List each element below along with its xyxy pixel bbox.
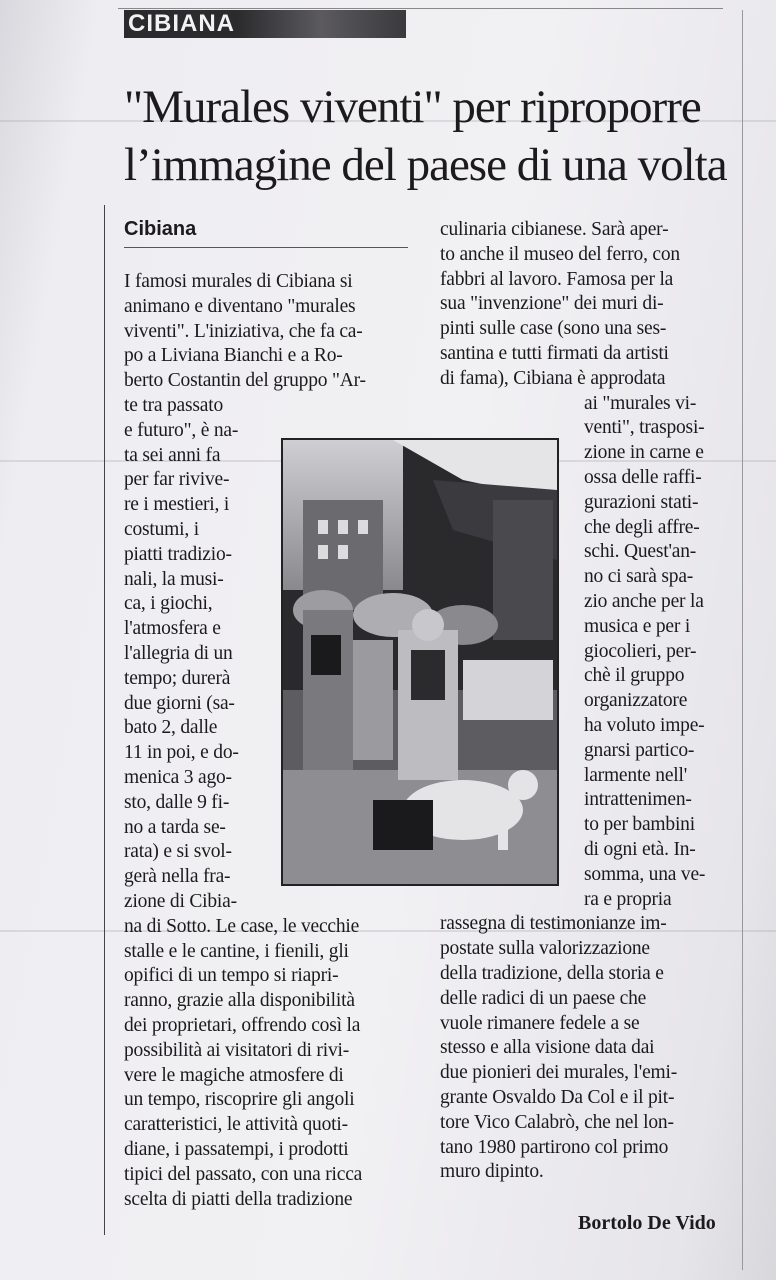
text-line: due giorni (sa- bbox=[124, 692, 235, 714]
text-line: ranno, grazie alla disponibilità bbox=[124, 990, 355, 1012]
text-line: larmente nell' bbox=[584, 764, 688, 786]
headline-line: l’immagine del paese di una volta bbox=[124, 139, 727, 191]
text-line: per far rivive- bbox=[124, 469, 230, 491]
text-line: piatti tradizio- bbox=[124, 543, 232, 565]
text-line: schi. Quest'an- bbox=[584, 541, 697, 563]
text-line: rata) e si svol- bbox=[124, 841, 232, 863]
text-line: nali, la musi- bbox=[124, 568, 224, 590]
text-line: l'allegria di un bbox=[124, 643, 233, 664]
text-line: sua "invenzione" dei muri di- bbox=[440, 293, 664, 315]
text-line: tempo; durerà bbox=[124, 667, 231, 689]
text-line: po a Liviana Bianchi e a Ro- bbox=[124, 345, 343, 367]
text-line: intrattenimen- bbox=[584, 789, 692, 811]
text-line: diane, i passatempi, i prodotti bbox=[124, 1139, 349, 1160]
text-line: caratteristici, le attività quoti- bbox=[124, 1114, 348, 1136]
text-line: gerà nella fra- bbox=[124, 866, 231, 888]
text-line: pinti sulle case (sono una ses- bbox=[440, 318, 667, 340]
text-line: chè il gruppo bbox=[584, 665, 685, 687]
byline: Bortolo De Vido bbox=[578, 1212, 716, 1234]
text-line: ha voluto impe- bbox=[584, 715, 705, 736]
text-line: tano 1980 partirono col primo bbox=[440, 1136, 669, 1158]
text-line: rassegna di testimonianze im- bbox=[440, 913, 667, 935]
text-line: giocolieri, per- bbox=[584, 640, 697, 662]
text-line: to anche il museo del ferro, con bbox=[440, 243, 680, 265]
text-line: I famosi murales di Cibiana si bbox=[124, 271, 353, 292]
text-line: ra e propria bbox=[584, 888, 672, 910]
text-line: santina e tutti firmati da artisti bbox=[440, 343, 669, 364]
text-line: postate sulla valorizzazione bbox=[440, 938, 650, 960]
text-line: tipici del passato, con una ricca bbox=[124, 1163, 363, 1185]
text-line: di ogni età. In- bbox=[584, 839, 696, 860]
text-line: no ci sarà spa- bbox=[584, 566, 694, 588]
page-edge-rule bbox=[742, 10, 743, 1270]
text-line: grante Osvaldo Da Col e il pit- bbox=[440, 1087, 675, 1108]
text-line: sto, dalle 9 fi- bbox=[124, 791, 230, 813]
text-line: stesso e alla visione data dai bbox=[440, 1037, 655, 1059]
text-line: zio anche per la bbox=[584, 591, 704, 612]
text-line: zione in carne e bbox=[584, 442, 704, 464]
text-line: te tra passato bbox=[124, 395, 223, 416]
text-line: vere le magiche atmosfere di bbox=[124, 1064, 344, 1086]
text-line: due pionieri dei murales, l'emi- bbox=[440, 1062, 677, 1084]
text-line: stalle e le cantine, i fienili, gli bbox=[124, 940, 349, 962]
text-line: e futuro", è na- bbox=[124, 419, 239, 441]
dateline-rule bbox=[124, 247, 408, 248]
text-line: organizzatore bbox=[584, 690, 688, 712]
text-line: viventi". L'iniziativa, che fa ca- bbox=[124, 320, 363, 342]
text-line: scelta di piatti della tradizione bbox=[124, 1188, 353, 1210]
text-line: menica 3 ago- bbox=[124, 767, 232, 788]
text-line: muro dipinto. bbox=[440, 1161, 544, 1183]
text-line: venti", trasposi- bbox=[584, 417, 705, 439]
headline bbox=[124, 78, 734, 194]
text-line: un tempo, riscoprire gli angoli bbox=[124, 1089, 355, 1111]
text-line: ta sei anni fa bbox=[124, 444, 221, 466]
text-line: somma, una ve- bbox=[584, 863, 706, 885]
text-line: animano e diventano "murales bbox=[124, 295, 356, 317]
text-line: musica e per i bbox=[584, 615, 691, 637]
text-line: di fama), Cibiana è approdata bbox=[440, 367, 666, 389]
text-line: che degli affre- bbox=[584, 516, 700, 538]
text-line: possibilità ai visitatori di rivi- bbox=[124, 1039, 350, 1061]
text-line: re i mestieri, i bbox=[124, 494, 230, 516]
article-photo bbox=[281, 438, 559, 886]
text-line: bato 2, dalle bbox=[124, 717, 218, 739]
text-line: berto Costantin del gruppo "Ar- bbox=[124, 370, 366, 392]
photo-scene bbox=[283, 440, 557, 884]
top-rule bbox=[118, 8, 723, 9]
text-line: l'atmosfera e bbox=[124, 618, 221, 640]
text-line: ossa delle raffi- bbox=[584, 467, 702, 488]
text-line: ca, i giochi, bbox=[124, 593, 213, 615]
column-rule bbox=[104, 205, 105, 1235]
text-line: della tradizione, della storia e bbox=[440, 963, 664, 984]
text-line: costumi, i bbox=[124, 519, 199, 540]
text-line: zione di Cibia- bbox=[124, 891, 237, 912]
text-line: delle radici di un paese che bbox=[440, 987, 647, 1009]
text-line: vuole rimanere fedele a se bbox=[440, 1012, 640, 1034]
text-line: na di Sotto. Le case, le vecchie bbox=[124, 915, 360, 937]
text-line: gurazioni stati- bbox=[584, 491, 699, 513]
text-line: no a tarda se- bbox=[124, 816, 226, 838]
text-line: opifici di un tempo si riapri- bbox=[124, 965, 339, 987]
text-line: dei proprietari, offrendo così la bbox=[124, 1015, 361, 1036]
text-line: culinaria cibianese. Sarà aper- bbox=[440, 219, 669, 240]
section-tag: CIBIANA bbox=[124, 10, 406, 38]
text-line: gnarsi partico- bbox=[584, 739, 695, 761]
text-line: 11 in poi, e do- bbox=[124, 742, 239, 764]
headline-line: "Murales viventi" per riproporre bbox=[124, 81, 701, 133]
text-line: ai "murales vi- bbox=[584, 392, 697, 414]
text-line: fabbri al lavoro. Famosa per la bbox=[440, 268, 674, 290]
text-line: tore Vico Calabrò, che nel lon- bbox=[440, 1111, 674, 1133]
text-line: to per bambini bbox=[584, 814, 695, 836]
dateline: Cibiana bbox=[124, 218, 197, 240]
